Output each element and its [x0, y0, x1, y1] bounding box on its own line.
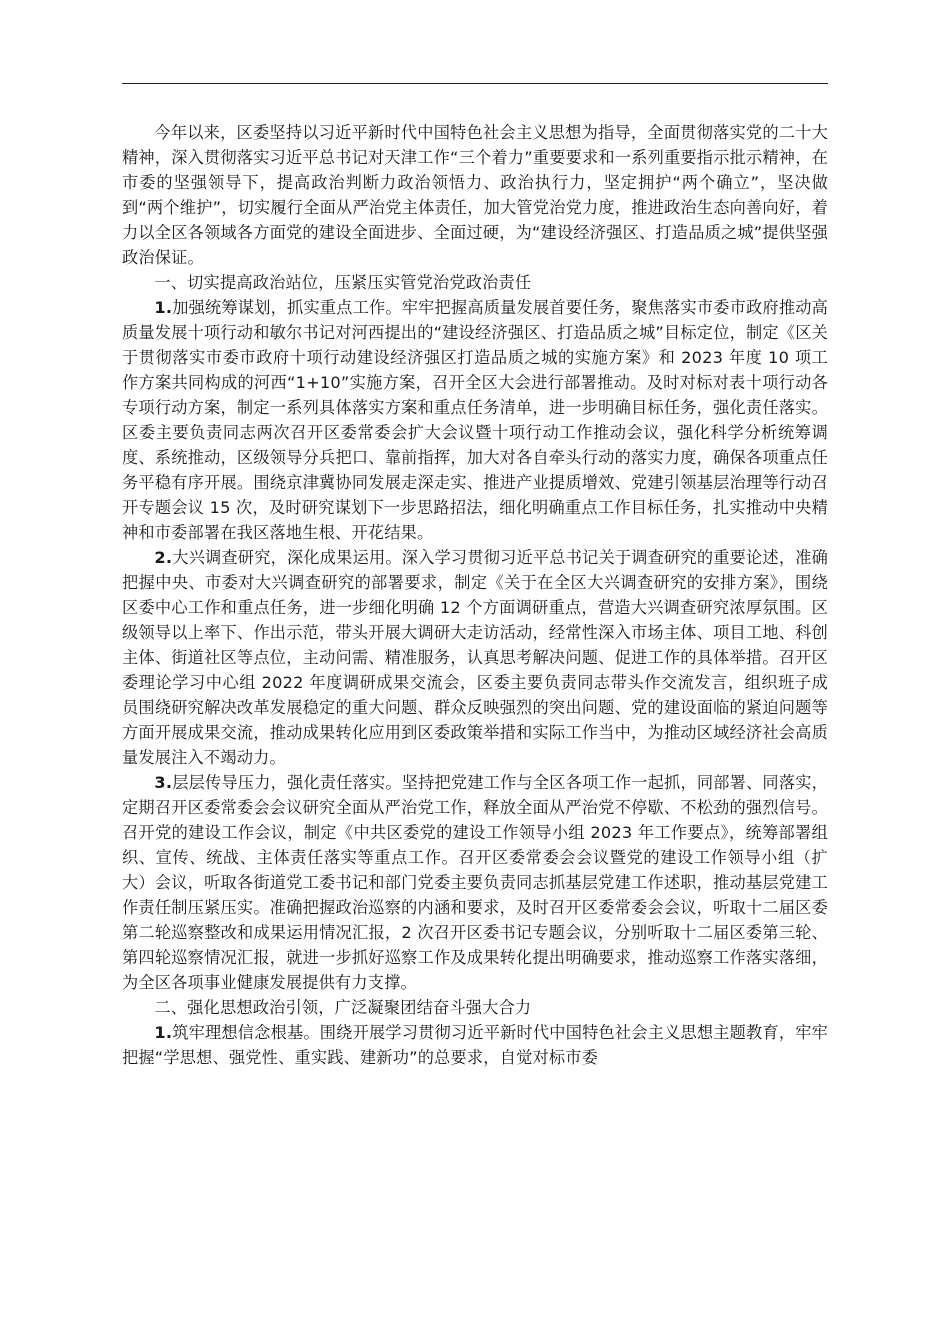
paragraph-number: 1.	[154, 1023, 173, 1042]
heading-text: 二、强化思想政治引领，广泛凝聚团结奋斗强大合力	[154, 998, 532, 1017]
paragraph-2-1	[122, 1020, 828, 1070]
paragraph-1-1	[122, 295, 828, 545]
paragraph-text: 筑牢理想信念根基。围绕开展学习贯彻习近平新时代中国特色社会主义思想主题教育，牢牢把握“学思想、强党性、重实践、建新功”的总要求，自觉对标市委	[122, 1023, 828, 1067]
section-heading-1	[122, 270, 828, 295]
document-body	[122, 120, 828, 1070]
paragraph-text: 加强统筹谋划，抓实重点工作。牢牢把握高质量发展首要任务，聚焦落实市委市政府推动高质量发展十项行动和敏尔书记对河西提出的“建设经济强区、打造品质之城”目标定位，制定《区关于贯彻落实市委市政府十项行动建设经济强区打造品质之城的实施方案》和 2023 年度 10 项工作方案共同构成的河西“1+10”实施方案，召开全区大会进行部署推动。及时对标对表十项行动各专项行动方案，制定一系列具体落实方案和重点任务清单，进一步明确目标任务，强化责任落实。区委主要负责同志两次召开区委常委会扩大会议暨十项行动工作推动会议，强化科学分析统筹调度、系统推动，区级领导分兵把口、靠前指挥，加大对各自牵头行动的落实力度，确保各项重点任务平稳有序开展。围绕京津冀协同发展走深走实、推进产业提质增效、党建引领基层治理等行动召开专题会议 15 次，及时研究谋划下一步思路招法，细化明确重点工作目标任务，扎实推动中央精神和市委部署在我区落地生根、开花结果。	[122, 298, 828, 542]
paragraph-number: 2.	[154, 548, 173, 567]
paragraph-1-3	[122, 770, 828, 995]
paragraph-1-2	[122, 545, 828, 770]
paragraph-number: 3.	[154, 773, 173, 792]
paragraph-text: 层层传导压力，强化责任落实。坚持把党建工作与全区各项工作一起抓，同部署、同落实，定期召开区委常委会会议研究全面从严治党工作，释放全面从严治党不停歇、不松劲的强烈信号。召开党的建设工作会议，制定《中共区委党的建设工作领导小组 2023 年工作要点》，统筹部署组织、宣传、统战、主体责任落实等重点工作。召开区委常委会会议暨党的建设工作领导小组（扩大）会议，听取各街道党工委书记和部门党委主要负责同志抓基层党建工作述职，推动基层党建工作责任制压紧压实。准确把握政治巡察的内涵和要求，及时召开区委常委会会议，听取十二届区委第二轮巡察整改和成果运用情况汇报，2 次召开区委书记专题会议，分别听取十二届区委第三轮、第四轮巡察情况汇报，就进一步抓好巡察工作及成果转化提出明确要求，推动巡察工作落实落细，为全区各项事业健康发展提供有力支撑。	[122, 773, 828, 992]
section-heading-2	[122, 995, 828, 1020]
paragraph-text: 大兴调查研究，深化成果运用。深入学习贯彻习近平总书记关于调查研究的重要论述，准确把握中央、市委对大兴调查研究的部署要求，制定《关于在全区大兴调查研究的安排方案》，围绕区委中心工作和重点任务，进一步细化明确 12 个方面调研重点，营造大兴调查研究浓厚氛围。区级领导以上率下、作出示范，带头开展大调研大走访活动，经常性深入市场主体、项目工地、科创主体、街道社区等点位，主动问需、精准服务，认真思考解决问题、促进工作的具体举措。召开区委理论学习中心组 2022 年度调研成果交流会，区委主要负责同志带头作交流发言，组织班子成员围绕研究解决改革发展稳定的重大问题、群众反映强烈的突出问题、党的建设面临的紧迫问题等方面开展成果交流，推动成果转化应用到区委政策举措和实际工作当中，为推动区域经济社会高质量发展注入不竭动力。	[122, 548, 828, 767]
heading-text: 一、切实提高政治站位，压紧压实管党治党政治责任	[154, 273, 532, 292]
paragraph-text: 今年以来，区委坚持以习近平新时代中国特色社会主义思想为指导，全面贯彻落实党的二十大精神，深入贯彻落实习近平总书记对天津工作“三个着力”重要要求和一系列重要指示批示精神，在市委的坚强领导下，提高政治判断力政治领悟力、政治执行力，坚定拥护“两个确立”，坚决做到“两个维护”，切实履行全面从严治党主体责任，加大管党治党力度，推进政治生态向善向好，着力以全区各领域各方面党的建设全面进步、全面过硬，为“建设经济强区、打造品质之城”提供坚强政治保证。	[122, 123, 828, 267]
intro-paragraph	[122, 120, 828, 270]
paragraph-number: 1.	[154, 298, 173, 317]
header-rule	[122, 83, 828, 84]
